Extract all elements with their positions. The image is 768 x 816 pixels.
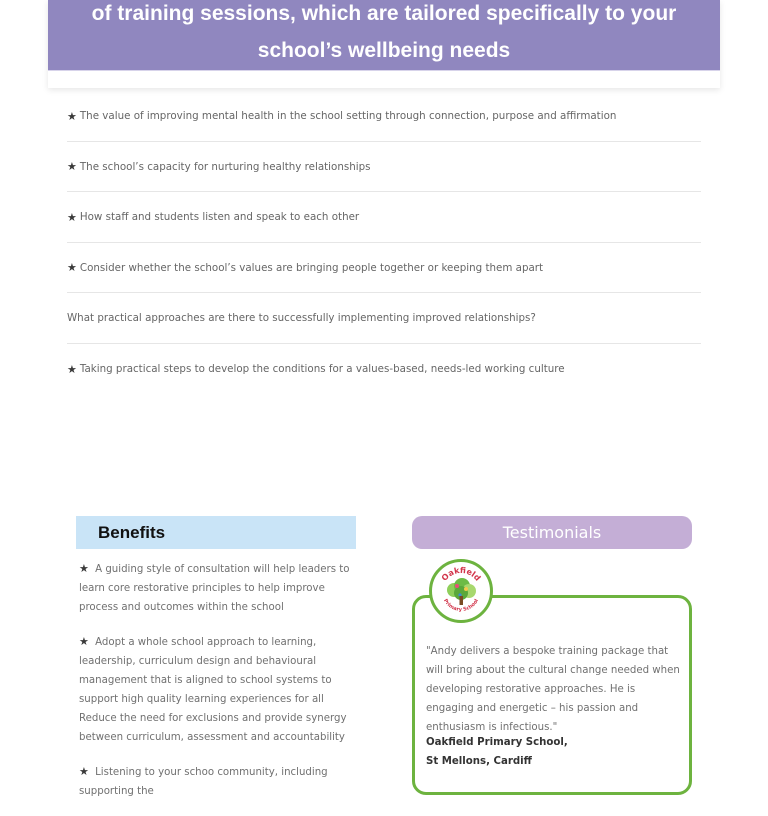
testimonial-attribution bbox=[426, 733, 686, 771]
star-icon: ★ bbox=[79, 635, 89, 648]
svg-text:Primary School: Primary School bbox=[442, 598, 480, 614]
attribution-school: Oakfield Primary School, bbox=[426, 737, 568, 748]
banner-line-1: of training sessions, which are tailored specifically to your bbox=[91, 2, 677, 25]
topic-text: Taking practical steps to develop the conditions for a values-based, needs-led working culture bbox=[79, 363, 565, 376]
benefits-body bbox=[76, 559, 356, 801]
topic-text: What practical approaches are there to successfully implementing improved relationships? bbox=[67, 312, 536, 325]
benefit-item bbox=[79, 762, 356, 801]
topic-text: The school’s capacity for nurturing healthy relationships bbox=[79, 160, 371, 173]
topic-text: Consider whether the school’s values are bringing people together or keeping them apart bbox=[79, 261, 544, 274]
banner-heading bbox=[48, 0, 720, 71]
benefit-text: Adopt a whole school approach to learning, leadership, curriculum design and behavioural management that is aligned to school systems to support high quality learning experiences for all bbox=[79, 637, 332, 705]
attribution-location: St Mellons, Cardiff bbox=[426, 756, 532, 767]
benefits-heading: Benefits bbox=[76, 516, 356, 549]
star-icon: ★ bbox=[67, 261, 77, 275]
star-icon: ★ bbox=[79, 562, 89, 575]
topic-item bbox=[67, 91, 701, 142]
star-icon: ★ bbox=[79, 765, 89, 778]
topic-item bbox=[67, 142, 701, 193]
star-icon: ★ bbox=[67, 109, 77, 123]
tree-icon bbox=[432, 562, 490, 620]
topic-text: How staff and students listen and speak to each other bbox=[79, 211, 360, 224]
star-icon: ★ bbox=[67, 362, 77, 376]
testimonials-heading: Testimonials bbox=[412, 516, 692, 549]
benefit-text: A guiding style of consultation will help leaders to learn core restorative principles to help improve process and outcomes within the school bbox=[79, 564, 350, 613]
topic-list bbox=[67, 91, 701, 394]
oakfield-school-logo bbox=[429, 559, 493, 623]
topic-item bbox=[67, 344, 701, 395]
svg-text:Oakfield: Oakfield bbox=[439, 565, 483, 583]
topic-text: The value of improving mental health in the school setting through connection, purpose and affirmation bbox=[79, 110, 617, 123]
benefits-section bbox=[76, 516, 356, 816]
testimonial-quote: "Andy delivers a bespoke training package that will bring about the cultural change needed when developing restorative approaches. He is engaging and energetic – his passion and enthusiasm is infectious." bbox=[426, 646, 680, 733]
topic-item bbox=[67, 293, 701, 344]
benefit-item bbox=[79, 559, 356, 617]
benefit-text: Listening to your schoo community, including supporting the bbox=[79, 767, 328, 797]
benefit-extra-text: Reduce the need for exclusions and provide synergy between curriculum, assessment and accountability bbox=[79, 713, 347, 743]
benefit-item bbox=[79, 632, 356, 747]
star-icon: ★ bbox=[67, 210, 77, 224]
topic-item bbox=[67, 243, 701, 294]
banner-line-2: school’s wellbeing needs bbox=[257, 39, 511, 62]
star-icon: ★ bbox=[67, 160, 77, 174]
topic-item bbox=[67, 192, 701, 243]
